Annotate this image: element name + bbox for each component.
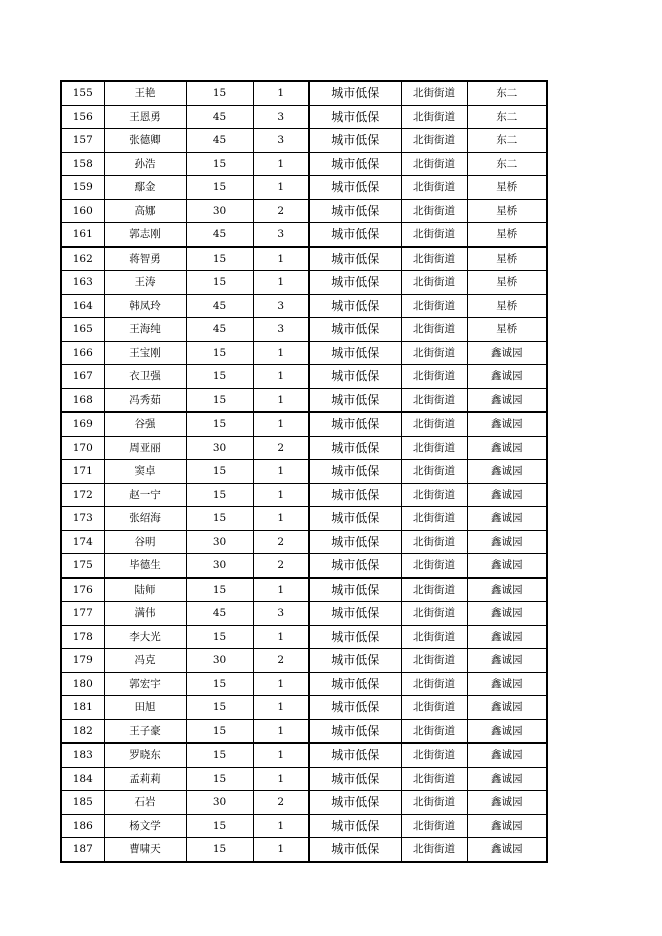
community-cell: 星桥: [467, 176, 547, 200]
street-cell: 北街街道: [401, 791, 467, 815]
amount-cell: 15: [186, 176, 253, 200]
community-cell: 鑫诚园: [467, 578, 547, 602]
table-row: [61, 838, 547, 862]
name-cell: 石岩: [104, 791, 186, 815]
row-number-cell: 175: [61, 554, 104, 578]
community-cell: 星桥: [467, 199, 547, 223]
count-cell: 1: [253, 341, 309, 365]
name-cell: 王恩勇: [104, 105, 186, 129]
name-cell: 曹啸天: [104, 838, 186, 862]
street-cell: 北街街道: [401, 294, 467, 318]
count-cell: 1: [253, 388, 309, 412]
category-cell: 城市低保: [309, 105, 401, 129]
row-number-cell: 162: [61, 247, 104, 271]
category-cell: 城市低保: [309, 81, 401, 105]
row-number-cell: 163: [61, 271, 104, 295]
category-cell: 城市低保: [309, 388, 401, 412]
community-cell: 鑫诚园: [467, 791, 547, 815]
community-cell: 鑫诚园: [467, 625, 547, 649]
count-cell: 1: [253, 507, 309, 531]
amount-cell: 15: [186, 625, 253, 649]
amount-cell: 45: [186, 318, 253, 342]
community-cell: 星桥: [467, 294, 547, 318]
street-cell: 北街街道: [401, 436, 467, 460]
name-cell: 罗晓东: [104, 743, 186, 767]
table-row: [61, 602, 547, 626]
row-number-cell: 161: [61, 223, 104, 247]
amount-cell: 15: [186, 271, 253, 295]
community-cell: 鑫诚园: [467, 767, 547, 791]
table-row: [61, 129, 547, 153]
amount-cell: 15: [186, 767, 253, 791]
name-cell: 韩凤玲: [104, 294, 186, 318]
street-cell: 北街街道: [401, 578, 467, 602]
community-cell: 星桥: [467, 247, 547, 271]
community-cell: 鑫诚园: [467, 696, 547, 720]
row-number-cell: 160: [61, 199, 104, 223]
name-cell: 冯克: [104, 649, 186, 673]
category-cell: 城市低保: [309, 176, 401, 200]
row-number-cell: 182: [61, 719, 104, 743]
name-cell: 李大光: [104, 625, 186, 649]
table-row: [61, 743, 547, 767]
table-row: [61, 767, 547, 791]
name-cell: 蒋智勇: [104, 247, 186, 271]
amount-cell: 45: [186, 294, 253, 318]
amount-cell: 15: [186, 483, 253, 507]
amount-cell: 30: [186, 554, 253, 578]
amount-cell: 15: [186, 152, 253, 176]
category-cell: 城市低保: [309, 625, 401, 649]
name-cell: 郭志刚: [104, 223, 186, 247]
street-cell: 北街街道: [401, 672, 467, 696]
amount-cell: 45: [186, 105, 253, 129]
community-cell: 鑫诚园: [467, 743, 547, 767]
category-cell: 城市低保: [309, 223, 401, 247]
table-row: [61, 294, 547, 318]
street-cell: 北街街道: [401, 649, 467, 673]
amount-cell: 15: [186, 719, 253, 743]
name-cell: 谷明: [104, 530, 186, 554]
category-cell: 城市低保: [309, 743, 401, 767]
category-cell: 城市低保: [309, 530, 401, 554]
name-cell: 赵一宁: [104, 483, 186, 507]
count-cell: 3: [253, 223, 309, 247]
count-cell: 1: [253, 412, 309, 436]
amount-cell: 45: [186, 223, 253, 247]
row-number-cell: 176: [61, 578, 104, 602]
amount-cell: 15: [186, 743, 253, 767]
row-number-cell: 174: [61, 530, 104, 554]
count-cell: 1: [253, 460, 309, 484]
street-cell: 北街街道: [401, 176, 467, 200]
row-number-cell: 164: [61, 294, 104, 318]
amount-cell: 15: [186, 696, 253, 720]
category-cell: 城市低保: [309, 341, 401, 365]
street-cell: 北街街道: [401, 341, 467, 365]
count-cell: 1: [253, 271, 309, 295]
street-cell: 北街街道: [401, 554, 467, 578]
community-cell: 鑫诚园: [467, 838, 547, 862]
row-number-cell: 166: [61, 341, 104, 365]
table-row: [61, 81, 547, 105]
table-row: [61, 436, 547, 460]
category-cell: 城市低保: [309, 318, 401, 342]
street-cell: 北街街道: [401, 152, 467, 176]
category-cell: 城市低保: [309, 649, 401, 673]
street-cell: 北街街道: [401, 271, 467, 295]
count-cell: 3: [253, 318, 309, 342]
amount-cell: 15: [186, 365, 253, 389]
name-cell: 张德卿: [104, 129, 186, 153]
count-cell: 2: [253, 530, 309, 554]
table-row: [61, 341, 547, 365]
row-number-cell: 178: [61, 625, 104, 649]
category-cell: 城市低保: [309, 436, 401, 460]
community-cell: 星桥: [467, 271, 547, 295]
category-cell: 城市低保: [309, 672, 401, 696]
row-number-cell: 180: [61, 672, 104, 696]
count-cell: 1: [253, 578, 309, 602]
street-cell: 北街街道: [401, 388, 467, 412]
row-number-cell: 171: [61, 460, 104, 484]
count-cell: 1: [253, 176, 309, 200]
name-cell: 王艳: [104, 81, 186, 105]
amount-cell: 15: [186, 578, 253, 602]
table-row: [61, 696, 547, 720]
street-cell: 北街街道: [401, 838, 467, 862]
row-number-cell: 156: [61, 105, 104, 129]
community-cell: 鑫诚园: [467, 341, 547, 365]
category-cell: 城市低保: [309, 271, 401, 295]
community-cell: 鑫诚园: [467, 602, 547, 626]
row-number-cell: 186: [61, 814, 104, 838]
name-cell: 窦卓: [104, 460, 186, 484]
table-row: [61, 388, 547, 412]
table-row: [61, 554, 547, 578]
row-number-cell: 169: [61, 412, 104, 436]
count-cell: 1: [253, 152, 309, 176]
street-cell: 北街街道: [401, 199, 467, 223]
category-cell: 城市低保: [309, 554, 401, 578]
street-cell: 北街街道: [401, 105, 467, 129]
row-number-cell: 158: [61, 152, 104, 176]
row-number-cell: 172: [61, 483, 104, 507]
amount-cell: 30: [186, 199, 253, 223]
amount-cell: 15: [186, 814, 253, 838]
row-number-cell: 157: [61, 129, 104, 153]
name-cell: 冯秀茹: [104, 388, 186, 412]
street-cell: 北街街道: [401, 81, 467, 105]
community-cell: 鑫诚园: [467, 649, 547, 673]
table-row: [61, 247, 547, 271]
category-cell: 城市低保: [309, 838, 401, 862]
table-row: [61, 719, 547, 743]
community-cell: 鑫诚园: [467, 388, 547, 412]
community-cell: 鑫诚园: [467, 507, 547, 531]
category-cell: 城市低保: [309, 814, 401, 838]
street-cell: 北街街道: [401, 483, 467, 507]
table-row: [61, 672, 547, 696]
count-cell: 1: [253, 838, 309, 862]
category-cell: 城市低保: [309, 152, 401, 176]
category-cell: 城市低保: [309, 483, 401, 507]
count-cell: 2: [253, 199, 309, 223]
community-cell: 鑫诚园: [467, 554, 547, 578]
name-cell: 孟莉莉: [104, 767, 186, 791]
amount-cell: 15: [186, 460, 253, 484]
row-number-cell: 167: [61, 365, 104, 389]
table-row: [61, 625, 547, 649]
community-cell: 鑫诚园: [467, 365, 547, 389]
street-cell: 北街街道: [401, 743, 467, 767]
table-row: [61, 483, 547, 507]
amount-cell: 30: [186, 649, 253, 673]
amount-cell: 15: [186, 81, 253, 105]
table-row: [61, 814, 547, 838]
count-cell: 1: [253, 247, 309, 271]
table-row: [61, 507, 547, 531]
amount-cell: 15: [186, 507, 253, 531]
row-number-cell: 170: [61, 436, 104, 460]
name-cell: 郭宏宇: [104, 672, 186, 696]
count-cell: 2: [253, 554, 309, 578]
table-row: [61, 318, 547, 342]
benefit-roster-table: [60, 80, 548, 863]
name-cell: 谷强: [104, 412, 186, 436]
name-cell: 满伟: [104, 602, 186, 626]
amount-cell: 15: [186, 341, 253, 365]
count-cell: 3: [253, 294, 309, 318]
category-cell: 城市低保: [309, 129, 401, 153]
street-cell: 北街街道: [401, 247, 467, 271]
row-number-cell: 185: [61, 791, 104, 815]
count-cell: 1: [253, 719, 309, 743]
count-cell: 2: [253, 649, 309, 673]
count-cell: 1: [253, 696, 309, 720]
count-cell: 1: [253, 625, 309, 649]
count-cell: 2: [253, 791, 309, 815]
amount-cell: 45: [186, 602, 253, 626]
street-cell: 北街街道: [401, 507, 467, 531]
row-number-cell: 168: [61, 388, 104, 412]
table-row: [61, 578, 547, 602]
row-number-cell: 165: [61, 318, 104, 342]
table-row: [61, 271, 547, 295]
category-cell: 城市低保: [309, 412, 401, 436]
name-cell: 王涛: [104, 271, 186, 295]
count-cell: 1: [253, 743, 309, 767]
amount-cell: 15: [186, 388, 253, 412]
row-number-cell: 155: [61, 81, 104, 105]
street-cell: 北街街道: [401, 530, 467, 554]
amount-cell: 30: [186, 791, 253, 815]
name-cell: 高娜: [104, 199, 186, 223]
street-cell: 北街街道: [401, 602, 467, 626]
amount-cell: 30: [186, 436, 253, 460]
category-cell: 城市低保: [309, 719, 401, 743]
category-cell: 城市低保: [309, 578, 401, 602]
count-cell: 1: [253, 483, 309, 507]
community-cell: 东二: [467, 129, 547, 153]
community-cell: 鑫诚园: [467, 460, 547, 484]
count-cell: 1: [253, 81, 309, 105]
street-cell: 北街街道: [401, 719, 467, 743]
name-cell: 陆师: [104, 578, 186, 602]
table-row: [61, 649, 547, 673]
street-cell: 北街街道: [401, 223, 467, 247]
table-row: [61, 223, 547, 247]
table-row: [61, 199, 547, 223]
row-number-cell: 187: [61, 838, 104, 862]
community-cell: 鑫诚园: [467, 412, 547, 436]
table-row: [61, 460, 547, 484]
count-cell: 1: [253, 767, 309, 791]
amount-cell: 30: [186, 530, 253, 554]
category-cell: 城市低保: [309, 294, 401, 318]
category-cell: 城市低保: [309, 507, 401, 531]
category-cell: 城市低保: [309, 365, 401, 389]
table-row: [61, 176, 547, 200]
count-cell: 3: [253, 105, 309, 129]
street-cell: 北街街道: [401, 129, 467, 153]
amount-cell: 15: [186, 412, 253, 436]
count-cell: 1: [253, 365, 309, 389]
category-cell: 城市低保: [309, 602, 401, 626]
community-cell: 鑫诚园: [467, 672, 547, 696]
street-cell: 北街街道: [401, 460, 467, 484]
name-cell: 衣卫强: [104, 365, 186, 389]
name-cell: 杨文学: [104, 814, 186, 838]
community-cell: 鑫诚园: [467, 719, 547, 743]
name-cell: 鄢金: [104, 176, 186, 200]
community-cell: 星桥: [467, 223, 547, 247]
name-cell: 王海纯: [104, 318, 186, 342]
name-cell: 王子豪: [104, 719, 186, 743]
street-cell: 北街街道: [401, 767, 467, 791]
street-cell: 北街街道: [401, 318, 467, 342]
row-number-cell: 159: [61, 176, 104, 200]
street-cell: 北街街道: [401, 365, 467, 389]
street-cell: 北街街道: [401, 814, 467, 838]
street-cell: 北街街道: [401, 625, 467, 649]
category-cell: 城市低保: [309, 696, 401, 720]
name-cell: 田旭: [104, 696, 186, 720]
community-cell: 星桥: [467, 318, 547, 342]
category-cell: 城市低保: [309, 247, 401, 271]
table-row: [61, 152, 547, 176]
community-cell: 鑫诚园: [467, 530, 547, 554]
name-cell: 周亚丽: [104, 436, 186, 460]
community-cell: 鑫诚园: [467, 483, 547, 507]
category-cell: 城市低保: [309, 460, 401, 484]
community-cell: 东二: [467, 105, 547, 129]
row-number-cell: 177: [61, 602, 104, 626]
category-cell: 城市低保: [309, 791, 401, 815]
count-cell: 1: [253, 672, 309, 696]
street-cell: 北街街道: [401, 412, 467, 436]
count-cell: 3: [253, 602, 309, 626]
street-cell: 北街街道: [401, 696, 467, 720]
amount-cell: 15: [186, 247, 253, 271]
count-cell: 2: [253, 436, 309, 460]
row-number-cell: 179: [61, 649, 104, 673]
community-cell: 鑫诚园: [467, 814, 547, 838]
community-cell: 东二: [467, 81, 547, 105]
community-cell: 东二: [467, 152, 547, 176]
name-cell: 王宝刚: [104, 341, 186, 365]
amount-cell: 45: [186, 129, 253, 153]
name-cell: 毕德生: [104, 554, 186, 578]
table-row: [61, 365, 547, 389]
count-cell: 1: [253, 814, 309, 838]
name-cell: 孙浩: [104, 152, 186, 176]
name-cell: 张绍海: [104, 507, 186, 531]
table-row: [61, 791, 547, 815]
row-number-cell: 181: [61, 696, 104, 720]
category-cell: 城市低保: [309, 767, 401, 791]
row-number-cell: 183: [61, 743, 104, 767]
table-row: [61, 412, 547, 436]
table-row: [61, 530, 547, 554]
count-cell: 3: [253, 129, 309, 153]
roster-body: [61, 81, 547, 862]
amount-cell: 15: [186, 838, 253, 862]
category-cell: 城市低保: [309, 199, 401, 223]
table-row: [61, 105, 547, 129]
amount-cell: 15: [186, 672, 253, 696]
community-cell: 鑫诚园: [467, 436, 547, 460]
row-number-cell: 173: [61, 507, 104, 531]
row-number-cell: 184: [61, 767, 104, 791]
